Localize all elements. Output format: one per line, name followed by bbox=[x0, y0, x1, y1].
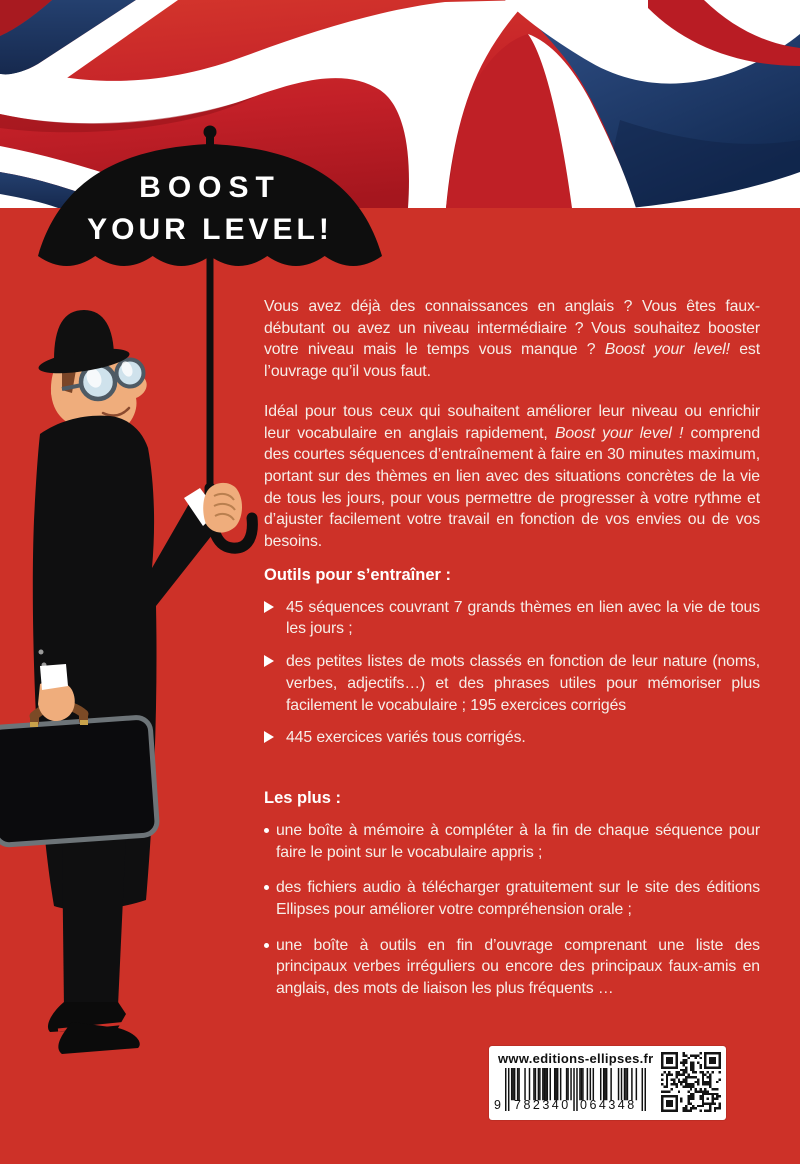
list-item bbox=[264, 727, 760, 749]
list-item bbox=[264, 935, 760, 1000]
publisher-box bbox=[489, 1046, 726, 1120]
umbrella-title bbox=[30, 167, 390, 251]
description-text-end: comprend des courtes séquences d’entraînement à faire en 30 minutes maximum, portant sur des thèmes en lien avec des situations concrètes de la vie de tous les jours, pour vous permettre de progresser à votre rythme et d’ajuster facilement votre travail en fonction de vos envies ou de vos besoins. bbox=[264, 424, 761, 551]
isbn-group-1: 782340 bbox=[514, 1098, 571, 1112]
businessman bbox=[0, 310, 242, 1054]
list-item-text: 445 exercices variés tous corrigés. bbox=[286, 729, 526, 747]
list-item bbox=[264, 597, 760, 640]
tools-list bbox=[264, 597, 760, 749]
triangle-bullet-icon bbox=[264, 601, 274, 613]
dot-bullet-icon bbox=[264, 943, 269, 948]
qr-code bbox=[661, 1052, 721, 1112]
extras-list bbox=[264, 820, 760, 1000]
list-item-text: une boîte à outils en fin d’ouvrage comprenant une liste des principaux verbes irréguliers ou encore des principaux faux-amis en anglais, des mots de liaison les plus fréquents … bbox=[276, 936, 760, 998]
title-line-2: YOUR LEVEL! bbox=[87, 213, 333, 246]
book-title-italic: Boost your level ! bbox=[555, 424, 684, 442]
briefcase bbox=[0, 717, 158, 846]
shoe-front bbox=[58, 1022, 139, 1054]
triangle-bullet-icon bbox=[264, 731, 274, 743]
list-item bbox=[264, 877, 760, 920]
trousers bbox=[62, 834, 126, 1010]
intro-text-end: est l’ouvrage qu’il vous faut. bbox=[264, 341, 761, 381]
dot-bullet-icon bbox=[264, 828, 269, 833]
isbn-lead-digit: 9 bbox=[494, 1098, 501, 1112]
extras-heading: Les plus : bbox=[264, 788, 342, 807]
title-line-1: BOOST bbox=[139, 171, 281, 204]
list-item-text: 45 séquences couvrant 7 grands thèmes en lien avec la vie de tous les jours ; bbox=[286, 598, 760, 638]
back-cover-text bbox=[264, 296, 760, 1014]
left-cuff bbox=[40, 664, 68, 690]
list-item-text: une boîte à mémoire à compléter à la fin de chaque séquence pour faire le point sur le vocabulaire appris ; bbox=[276, 821, 760, 861]
publisher-website: www.editions-ellipses.fr bbox=[498, 1051, 654, 1066]
description-paragraph bbox=[264, 401, 760, 553]
isbn-group-2: 064348 bbox=[580, 1098, 637, 1112]
triangle-bullet-icon bbox=[264, 655, 274, 667]
right-hand bbox=[203, 483, 242, 533]
list-item-text: des fichiers audio à télécharger gratuitement sur le site des éditions Ellipses pour améliorer votre compréhension orale ; bbox=[276, 879, 760, 919]
description-text: Idéal pour tous ceux qui souhaitent améliorer leur niveau ou enrichir leur vocabulaire en anglais rapidement, bbox=[264, 402, 760, 442]
list-item bbox=[264, 651, 760, 716]
book-title-italic: Boost your level! bbox=[604, 341, 730, 359]
dot-bullet-icon bbox=[264, 885, 269, 890]
list-item bbox=[264, 820, 760, 863]
intro-text: Vous avez déjà des connaissances en anglais ? Vous êtes faux-débutant ou avez un niveau intermédiaire ? Vous souhaitez booster votre niveau mais le temps vous manque ? bbox=[264, 298, 760, 359]
tools-heading: Outils pour s’entraîner : bbox=[264, 565, 452, 584]
intro-paragraph bbox=[264, 296, 760, 383]
list-item-text: des petites listes de mots classés en fonction de leur nature (noms, verbes, adjectifs…) et des phrases utiles pour mémoriser plus facilement le vocabulaire ; 195 exercices corrigés bbox=[286, 653, 760, 714]
